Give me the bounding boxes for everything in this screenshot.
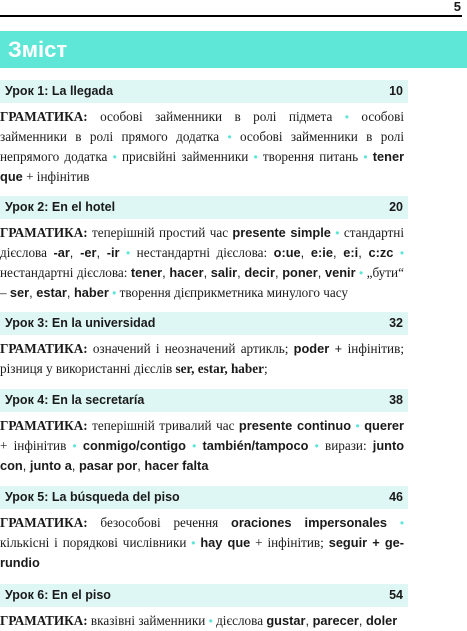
grammar-label: ГРАМАТИКА: bbox=[0, 109, 88, 124]
grammar-topic-text: hacer falta bbox=[144, 458, 209, 473]
grammar-topic-text: , bbox=[203, 265, 211, 280]
grammar-topic-text: estar bbox=[36, 285, 67, 300]
bullet-separator: • bbox=[227, 130, 232, 144]
grammar-topic-text: „бути“ – bbox=[0, 265, 404, 300]
grammar-topic-text: , bbox=[237, 265, 245, 280]
bullet-separator: • bbox=[112, 150, 117, 164]
grammar-topic-text: o:ue bbox=[273, 245, 301, 260]
grammar-topic-text: вказівні займенники bbox=[90, 613, 206, 628]
grammar-topic-text: querer bbox=[364, 418, 405, 433]
grammar-topic-text: кількісні і порядкові числівники bbox=[0, 535, 187, 550]
grammar-topic-text: presente continuo bbox=[238, 418, 352, 433]
bullet-separator: • bbox=[344, 110, 349, 124]
grammar-topic-text: poder bbox=[293, 341, 330, 356]
bullet-separator: • bbox=[126, 246, 131, 260]
grammar-topic-text: -ar bbox=[53, 245, 70, 260]
grammar-topic-text: oraciones impersonales bbox=[231, 515, 388, 530]
grammar-topic-text: salir bbox=[210, 265, 238, 280]
grammar-topic-text: gustar bbox=[266, 613, 306, 628]
grammar-topic-text: , bbox=[137, 458, 145, 473]
grammar-topic-text: pasar por bbox=[78, 458, 138, 473]
grammar-topic-text: junto con bbox=[0, 438, 405, 473]
bullet-separator: • bbox=[112, 286, 117, 300]
grammar-topic-text: haber bbox=[73, 285, 109, 300]
bullet-separator: • bbox=[208, 614, 213, 628]
lesson-6 bbox=[0, 584, 408, 631]
lesson-title: Урок 4: En la secretaría bbox=[5, 393, 145, 407]
grammar-topic-text: нестандартні дієслова: bbox=[0, 265, 131, 280]
lesson-title: Урок 5: La búsqueda del piso bbox=[5, 490, 180, 504]
grammar-topic-text: , bbox=[300, 245, 311, 260]
lesson-5 bbox=[0, 486, 408, 573]
grammar-topic-text: творення питань bbox=[262, 149, 359, 164]
bullet-separator: • bbox=[191, 536, 196, 550]
lesson-page: 32 bbox=[389, 316, 403, 330]
grammar-topic-text: стандартні дієслова bbox=[0, 225, 404, 260]
lesson-page: 54 bbox=[389, 588, 403, 602]
bullet-separator: • bbox=[399, 246, 405, 260]
grammar-topic-text: теперішній простий час bbox=[91, 225, 233, 240]
grammar-topic-text: junto a bbox=[29, 458, 72, 473]
grammar-topic-text: parecer bbox=[312, 613, 359, 628]
grammar-topic-text: особові займенники в ролі непрямого додатка bbox=[0, 129, 404, 164]
grammar-text bbox=[0, 513, 404, 573]
grammar-topic-text: , bbox=[358, 613, 366, 628]
grammar-topic-text: , bbox=[22, 458, 30, 473]
top-rule bbox=[0, 15, 462, 17]
grammar-label: ГРАМАТИКА: bbox=[0, 613, 88, 628]
grammar-topic-text: + інфінітив; bbox=[250, 535, 329, 550]
grammar-topic-text: c:zc bbox=[361, 245, 394, 260]
grammar-label: ГРАМАТИКА: bbox=[0, 418, 88, 433]
lesson-header[interactable] bbox=[0, 196, 408, 219]
grammar-topic-text: , bbox=[305, 613, 313, 628]
grammar-text bbox=[0, 416, 404, 476]
lesson-page: 20 bbox=[389, 200, 403, 214]
grammar-topic-text: e:ie bbox=[310, 245, 333, 260]
grammar-topic-text: , bbox=[96, 245, 107, 260]
lesson-3 bbox=[0, 312, 408, 379]
grammar-topic-text: дієслова bbox=[216, 613, 267, 628]
grammar-topic-text: ser bbox=[9, 285, 30, 300]
grammar-topic-text: + інфінітив bbox=[22, 169, 90, 184]
grammar-label: ГРАМАТИКА: bbox=[0, 515, 88, 530]
grammar-label: ГРАМАТИКА: bbox=[0, 225, 88, 240]
lesson-header[interactable] bbox=[0, 389, 408, 412]
bullet-separator: • bbox=[399, 516, 405, 530]
grammar-topic-text: seguir + ge-rundio bbox=[0, 535, 405, 570]
bullet-separator: • bbox=[359, 266, 364, 280]
lesson-header[interactable] bbox=[0, 312, 408, 335]
grammar-topic-text: hacer bbox=[169, 265, 204, 280]
page-title: Зміст bbox=[0, 31, 467, 68]
lesson-page: 46 bbox=[389, 490, 403, 504]
grammar-topic-text: venir bbox=[324, 265, 356, 280]
bullet-separator: • bbox=[335, 226, 340, 240]
lesson-1 bbox=[0, 80, 408, 187]
bullet-separator: • bbox=[72, 439, 77, 453]
grammar-topic-text: conmigo/contigo bbox=[82, 438, 186, 453]
grammar-topic-text: -ir bbox=[106, 245, 120, 260]
grammar-topic-text: безособові речення bbox=[100, 515, 232, 530]
grammar-topic-text: + інфінітив bbox=[0, 438, 67, 453]
grammar-topic-text: tener bbox=[130, 265, 163, 280]
grammar-topic-text: , bbox=[162, 265, 170, 280]
grammar-topic-text: también/tampoco bbox=[202, 438, 309, 453]
grammar-topic-text: , bbox=[358, 245, 362, 260]
grammar-topic-text: tener que bbox=[0, 149, 405, 184]
grammar-topic-text: decir bbox=[244, 265, 275, 280]
lesson-header[interactable] bbox=[0, 584, 408, 607]
lesson-page: 10 bbox=[389, 84, 403, 98]
grammar-topic-text: , bbox=[274, 265, 283, 280]
grammar-topic-text: , bbox=[66, 285, 74, 300]
lesson-title: Урок 1: La llegada bbox=[5, 84, 114, 98]
bullet-separator: • bbox=[314, 439, 319, 453]
grammar-topic-text: вирази: bbox=[324, 438, 373, 453]
lesson-4 bbox=[0, 389, 408, 476]
grammar-topic-text: , bbox=[69, 245, 81, 260]
grammar-topic-text: , bbox=[317, 265, 325, 280]
lesson-header[interactable] bbox=[0, 486, 408, 509]
grammar-text bbox=[0, 611, 404, 631]
grammar-topic-text: особові займенники в ролі прямого додатка bbox=[0, 109, 404, 144]
grammar-topic-text: doler bbox=[365, 613, 398, 628]
grammar-topic-text: теперішній тривалий час bbox=[92, 418, 239, 433]
grammar-topic-text: , bbox=[71, 458, 79, 473]
grammar-text bbox=[0, 223, 404, 303]
bullet-separator: • bbox=[253, 150, 258, 164]
grammar-topic-text: ser, estar, haber bbox=[175, 361, 264, 376]
grammar-topic-text: + bbox=[329, 341, 348, 356]
page-number: 5 bbox=[453, 0, 461, 14]
grammar-topic-text: творення дієприкметника минулого часу bbox=[119, 285, 348, 300]
grammar-text bbox=[0, 339, 404, 379]
grammar-label: ГРАМАТИКА: bbox=[0, 341, 88, 356]
grammar-topic-text: , bbox=[332, 245, 344, 260]
grammar-topic-text: -er bbox=[80, 245, 97, 260]
bullet-separator: • bbox=[355, 419, 360, 433]
grammar-topic-text: нестандартні дієслова: bbox=[136, 245, 274, 260]
bullet-separator: • bbox=[192, 439, 197, 453]
grammar-text bbox=[0, 107, 404, 187]
grammar-topic-text: , bbox=[29, 285, 37, 300]
lesson-page: 38 bbox=[389, 393, 403, 407]
grammar-topic-text: означений і неозначений артикль; bbox=[92, 341, 294, 356]
lesson-title: Урок 2: En el hotel bbox=[5, 200, 116, 214]
grammar-topic-text: присвійні займенники bbox=[121, 149, 249, 164]
grammar-topic-text: poner bbox=[282, 265, 318, 280]
grammar-topic-text: ; bbox=[263, 361, 268, 376]
lesson-2 bbox=[0, 196, 408, 303]
grammar-topic-text: hay que bbox=[200, 535, 251, 550]
lesson-title: Урок 3: En la universidad bbox=[5, 316, 156, 330]
grammar-topic-text: e:i bbox=[343, 245, 359, 260]
grammar-topic-text: інфінітив; різниця у використанні дієслів bbox=[0, 341, 404, 376]
bullet-separator: • bbox=[363, 150, 368, 164]
grammar-topic-text: presente simple bbox=[232, 225, 331, 240]
lesson-header[interactable] bbox=[0, 80, 408, 103]
grammar-topic-text: особові займенники в ролі підмета bbox=[100, 109, 333, 124]
lesson-title: Урок 6: En el piso bbox=[5, 588, 111, 602]
